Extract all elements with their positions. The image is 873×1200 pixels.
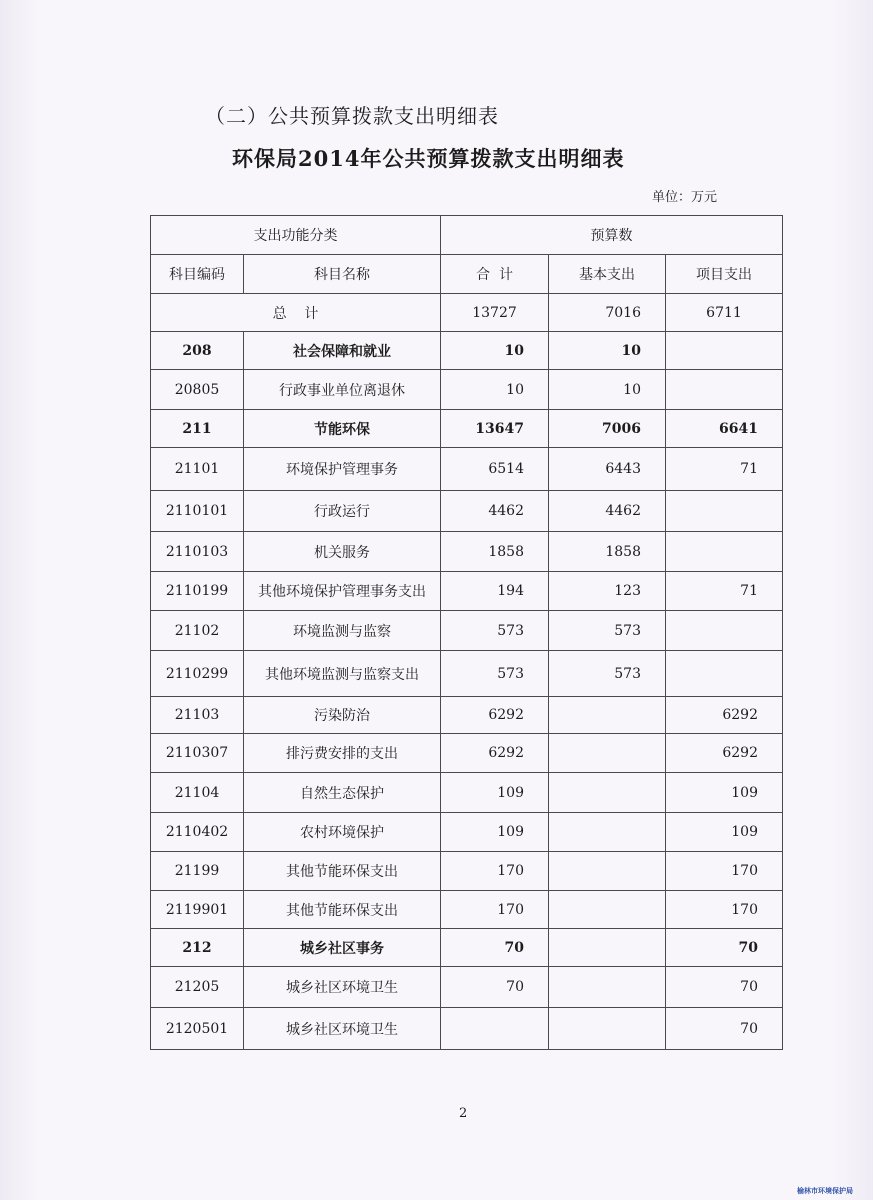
row-name: 其他环境监测与监察支出 bbox=[244, 651, 441, 697]
table-row bbox=[151, 370, 783, 410]
row-code: 21101 bbox=[151, 448, 244, 491]
row-project: 6292 bbox=[666, 734, 783, 773]
table-row bbox=[151, 813, 783, 852]
row-total: 1858 bbox=[441, 532, 549, 572]
row-name: 机关服务 bbox=[244, 532, 441, 572]
header-basic: 基本支出 bbox=[549, 255, 666, 294]
row-code: 21199 bbox=[151, 852, 244, 891]
row-code: 20805 bbox=[151, 370, 244, 410]
table-row bbox=[151, 611, 783, 651]
row-project bbox=[666, 491, 783, 532]
table-row bbox=[151, 773, 783, 813]
row-name: 城乡社区环境卫生 bbox=[244, 1008, 441, 1050]
row-name: 自然生态保护 bbox=[244, 773, 441, 813]
table-row bbox=[151, 852, 783, 891]
row-basic bbox=[549, 852, 666, 891]
row-basic: 6443 bbox=[549, 448, 666, 491]
row-total: 4462 bbox=[441, 491, 549, 532]
total-row bbox=[151, 294, 783, 332]
row-basic: 573 bbox=[549, 651, 666, 697]
row-basic: 4462 bbox=[549, 491, 666, 532]
header-project: 项目支出 bbox=[666, 255, 783, 294]
table-row bbox=[151, 332, 783, 370]
row-project bbox=[666, 532, 783, 572]
row-code: 2110402 bbox=[151, 813, 244, 852]
watermark-text: 榆林市环境保护局 bbox=[797, 1187, 853, 1195]
row-project: 170 bbox=[666, 891, 783, 929]
row-project: 6292 bbox=[666, 697, 783, 734]
row-basic: 1858 bbox=[549, 532, 666, 572]
row-code: 2110101 bbox=[151, 491, 244, 532]
table-row bbox=[151, 491, 783, 532]
header-code: 科目编码 bbox=[151, 255, 244, 294]
total-total: 13727 bbox=[441, 294, 549, 332]
table-row bbox=[151, 572, 783, 611]
row-name: 城乡社区事务 bbox=[244, 929, 441, 967]
row-code: 2110103 bbox=[151, 532, 244, 572]
row-project: 70 bbox=[666, 929, 783, 967]
row-total: 10 bbox=[441, 332, 549, 370]
row-project bbox=[666, 611, 783, 651]
row-total: 170 bbox=[441, 891, 549, 929]
table-row bbox=[151, 697, 783, 734]
document-title: 环保局2014年公共预算拨款支出明细表 bbox=[232, 146, 625, 171]
row-name: 节能环保 bbox=[244, 410, 441, 448]
page-number: 2 bbox=[459, 1106, 468, 1121]
row-project: 71 bbox=[666, 448, 783, 491]
row-name: 行政运行 bbox=[244, 491, 441, 532]
row-project: 170 bbox=[666, 852, 783, 891]
row-basic: 123 bbox=[549, 572, 666, 611]
table-row bbox=[151, 448, 783, 491]
row-basic: 10 bbox=[549, 332, 666, 370]
row-basic bbox=[549, 734, 666, 773]
total-project: 6711 bbox=[666, 294, 783, 332]
unit-label: 单位：万元 bbox=[652, 190, 718, 205]
row-basic bbox=[549, 697, 666, 734]
row-name: 污染防治 bbox=[244, 697, 441, 734]
row-total: 70 bbox=[441, 967, 549, 1008]
budget-table bbox=[150, 215, 783, 1050]
row-basic bbox=[549, 1008, 666, 1050]
row-name: 其他节能环保支出 bbox=[244, 891, 441, 929]
row-total: 6292 bbox=[441, 697, 549, 734]
row-total: 170 bbox=[441, 852, 549, 891]
table-body bbox=[151, 332, 783, 1050]
row-project: 70 bbox=[666, 1008, 783, 1050]
row-total: 70 bbox=[441, 929, 549, 967]
row-name: 其他节能环保支出 bbox=[244, 852, 441, 891]
row-project: 71 bbox=[666, 572, 783, 611]
row-code: 2119901 bbox=[151, 891, 244, 929]
row-basic bbox=[549, 929, 666, 967]
table-row bbox=[151, 891, 783, 929]
row-name: 社会保障和就业 bbox=[244, 332, 441, 370]
row-total: 109 bbox=[441, 773, 549, 813]
row-project bbox=[666, 370, 783, 410]
section-heading: （二）公共预算拨款支出明细表 bbox=[205, 104, 499, 128]
table-row bbox=[151, 532, 783, 572]
row-code: 208 bbox=[151, 332, 244, 370]
row-basic bbox=[549, 967, 666, 1008]
row-name: 排污费安排的支出 bbox=[244, 734, 441, 773]
row-name: 城乡社区环境卫生 bbox=[244, 967, 441, 1008]
row-total: 573 bbox=[441, 651, 549, 697]
row-total: 6292 bbox=[441, 734, 549, 773]
header-functional-classification: 支出功能分类 bbox=[151, 216, 441, 255]
row-project: 6641 bbox=[666, 410, 783, 448]
row-total: 13647 bbox=[441, 410, 549, 448]
row-project bbox=[666, 332, 783, 370]
total-label: 总 计 bbox=[151, 294, 441, 332]
table-row bbox=[151, 651, 783, 697]
row-basic bbox=[549, 813, 666, 852]
total-basic: 7016 bbox=[549, 294, 666, 332]
row-code: 21103 bbox=[151, 697, 244, 734]
header-total: 合 计 bbox=[441, 255, 549, 294]
row-project bbox=[666, 651, 783, 697]
header-name: 科目名称 bbox=[244, 255, 441, 294]
table-row bbox=[151, 410, 783, 448]
row-code: 2120501 bbox=[151, 1008, 244, 1050]
row-code: 21205 bbox=[151, 967, 244, 1008]
table-row bbox=[151, 734, 783, 773]
row-name: 环境保护管理事务 bbox=[244, 448, 441, 491]
row-code: 212 bbox=[151, 929, 244, 967]
table-row bbox=[151, 1008, 783, 1050]
row-basic: 7006 bbox=[549, 410, 666, 448]
row-project: 109 bbox=[666, 813, 783, 852]
row-name: 农村环境保护 bbox=[244, 813, 441, 852]
row-total: 10 bbox=[441, 370, 549, 410]
row-code: 2110299 bbox=[151, 651, 244, 697]
table-row bbox=[151, 967, 783, 1008]
row-code: 21104 bbox=[151, 773, 244, 813]
header-budget-amount: 预算数 bbox=[441, 216, 783, 255]
row-project: 109 bbox=[666, 773, 783, 813]
row-total: 573 bbox=[441, 611, 549, 651]
row-name: 行政事业单位离退休 bbox=[244, 370, 441, 410]
row-code: 2110199 bbox=[151, 572, 244, 611]
row-code: 21102 bbox=[151, 611, 244, 651]
row-basic bbox=[549, 773, 666, 813]
row-total: 109 bbox=[441, 813, 549, 852]
row-total: 194 bbox=[441, 572, 549, 611]
row-name: 环境监测与监察 bbox=[244, 611, 441, 651]
row-basic: 573 bbox=[549, 611, 666, 651]
row-project: 70 bbox=[666, 967, 783, 1008]
row-code: 2110307 bbox=[151, 734, 244, 773]
table-row bbox=[151, 929, 783, 967]
row-code: 211 bbox=[151, 410, 244, 448]
row-name: 其他环境保护管理事务支出 bbox=[244, 572, 441, 611]
row-total: 6514 bbox=[441, 448, 549, 491]
row-total bbox=[441, 1008, 549, 1050]
row-basic: 10 bbox=[549, 370, 666, 410]
row-basic bbox=[549, 891, 666, 929]
